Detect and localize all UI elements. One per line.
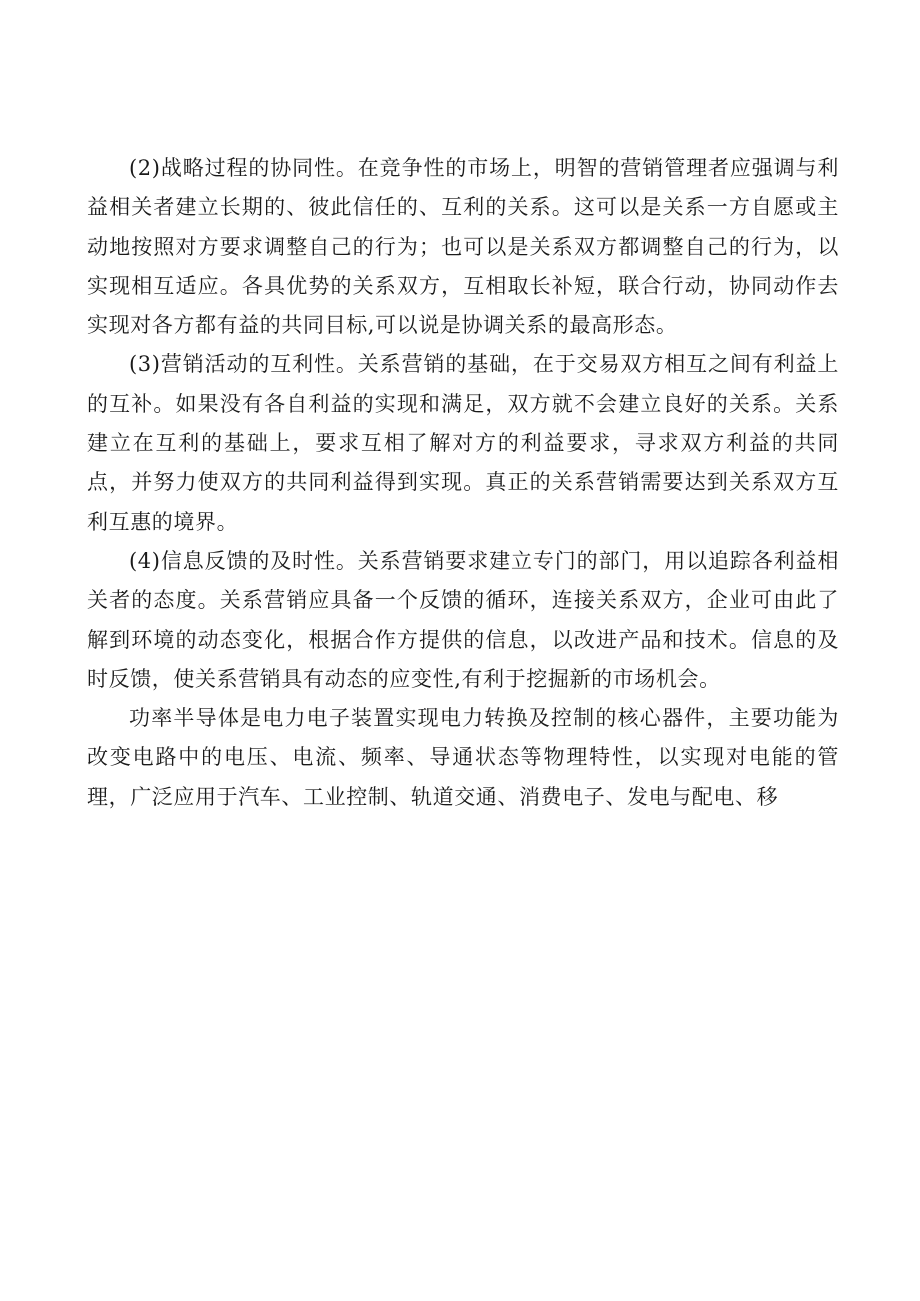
paragraph-power-semiconductor: 功率半导体是电力电子装置实现电力转换及控制的核心器件，主要功能为改变电路中的电压、电流、频率、导通状态等物理特性，以实现对电能的管理，广泛应用于汽车、工业控制、轨道交通、消费电子、发电与配电、移 <box>87 706 839 809</box>
paragraph-mutual-benefit: (3)营销活动的互利性。关系营销的基础，在于交易双方相互之间有利益上的互补。如果没有各自利益的实现和满足，双方就不会建立良好的关系。关系建立在互利的基础上，要求互相了解对方的利益要求，寻求双方利益的共同点，并努力使双方的共同利益得到实现。真正的关系营销需要达到关系双方互利互惠的境界。 <box>87 352 839 534</box>
paragraph-strategic-synergy: (2)战略过程的协同性。在竞争性的市场上，明智的营销管理者应强调与利益相关者建立长期的、彼此信任的、互利的关系。这可以是关系一方自愿或主动地按照对方要求调整自己的行为；也可以是关系双方都调整自己的行为，以实现相互适应。各具优势的关系双方，互相取长补短，联合行动，协同动作去实现对各方都有益的共同目标,可以说是协调关系的最高形态。 <box>87 156 839 338</box>
paragraph-feedback-timeliness: (4)信息反馈的及时性。关系营销要求建立专门的部门，用以追踪各利益相关者的态度。关系营销应具备一个反馈的循环，连接关系双方，企业可由此了解到环境的动态变化，根据合作方提供的信息，以改进产品和技术。信息的及时反馈，使关系营销具有动态的应变性,有利于挖掘新的市场机会。 <box>87 548 839 691</box>
document-body <box>87 149 839 817</box>
